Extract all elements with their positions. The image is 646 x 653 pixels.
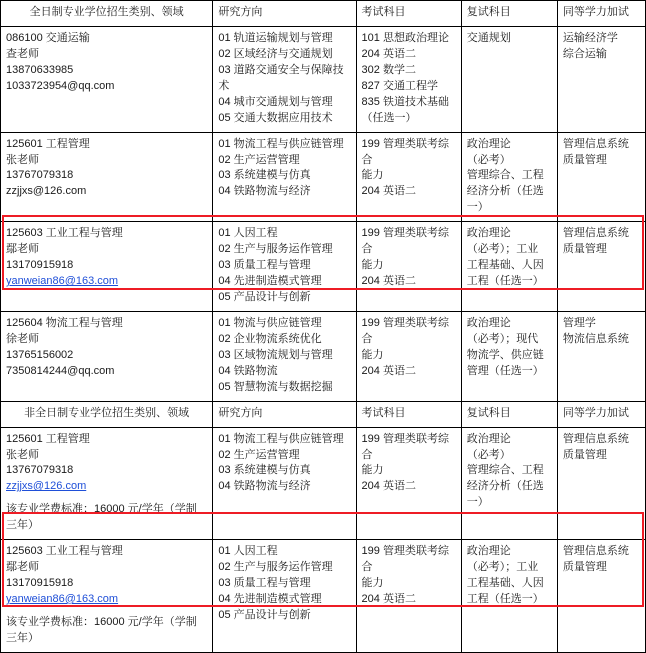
retest-item: （必考）；工业: [466, 243, 539, 256]
direction-item: 04 先进制造模式管理: [218, 593, 322, 605]
cell-extra: [557, 222, 645, 312]
extra-item: 质量管理: [562, 561, 607, 574]
contact-name: 鄢老师: [6, 561, 39, 574]
contact-phone: 13170915918: [6, 259, 74, 272]
contact-name: 张老师: [6, 448, 39, 461]
program-code: 086100 交通运输: [6, 31, 90, 44]
header-cell-category: 全日制专业学位招生类别、领域: [1, 1, 213, 27]
header-cell-extra: 同等学力加试: [557, 1, 645, 27]
cell-retest: [461, 132, 557, 222]
retest-item: 经济分析（任选: [466, 185, 544, 198]
program-code: 125603 工业工程与管理: [6, 227, 123, 240]
direction-item: 04 城市交通规划与管理: [218, 95, 333, 108]
contact-email[interactable]: 7350814244@qq.com: [6, 364, 115, 377]
exam-item: 204 英语二: [361, 593, 416, 605]
exam-item: 能力: [361, 259, 384, 272]
cell-category: [1, 222, 213, 312]
direction-item: 05 产品设计与创新: [218, 291, 311, 303]
extra-item: 管理信息系统: [562, 137, 629, 150]
cell-category: [1, 132, 213, 222]
direction-item: 01 人因工程: [218, 227, 278, 240]
header-cell-retest: 复试科目: [461, 1, 557, 27]
direction-item: 03 系统建模与仿真: [218, 169, 311, 182]
contact-email[interactable]: yanweian86@163.com: [6, 275, 119, 288]
header-cell-exam: 考试科目: [356, 1, 461, 27]
retest-item: 政治理论: [466, 227, 511, 240]
cell-category: [1, 26, 213, 132]
direction-item: 02 生产与服务运作管理: [218, 243, 333, 256]
extra-item: 管理信息系统: [562, 432, 629, 445]
retest-item: 交通规划: [466, 31, 511, 44]
header-cell-extra: 同等学力加试: [557, 401, 645, 427]
cell-exam: [356, 132, 461, 222]
extra-item: 质量管理: [562, 153, 607, 166]
retest-item: 管理（任选一）: [466, 364, 544, 377]
extra-item: 管理信息系统: [562, 227, 629, 240]
exam-item: 204 英语二: [361, 47, 416, 60]
cell-exam: [356, 222, 461, 312]
exam-item: 199 管理类联考综合: [361, 227, 449, 256]
cell-extra: [557, 427, 645, 540]
exam-item: 302 数学二: [361, 63, 416, 76]
contact-name: 徐老师: [6, 332, 39, 345]
table-row: [1, 132, 646, 222]
contact-email[interactable]: 1033723954@qq.com: [6, 79, 115, 92]
contact-email[interactable]: zzjjxs@126.com: [6, 185, 87, 198]
cell-category: [1, 311, 213, 401]
contact-phone: 13170915918: [6, 577, 74, 590]
exam-item: 204 英语二: [361, 480, 416, 493]
exam-item: 能力: [361, 464, 384, 477]
retest-item: 政治理论: [466, 316, 511, 329]
contact-email[interactable]: zzjjxs@126.com: [6, 480, 87, 493]
header-cell-retest: 复试科目: [461, 401, 557, 427]
cell-directions: [213, 222, 356, 312]
contact-phone: 13767079318: [6, 169, 74, 182]
direction-item: 01 人因工程: [218, 545, 278, 558]
table-row: [1, 26, 646, 132]
cell-retest: [461, 540, 557, 653]
retest-item: 工程（任选一）: [466, 275, 544, 288]
exam-item: 204 英语二: [361, 364, 416, 377]
retest-item: 物流学、供应链: [466, 348, 544, 361]
cell-directions: [213, 26, 356, 132]
cell-exam: [356, 540, 461, 653]
cell-exam: [356, 311, 461, 401]
contact-phone: 13870633985: [6, 63, 74, 76]
cell-directions: [213, 132, 356, 222]
program-code: 125601 工程管理: [6, 432, 90, 445]
tuition-note: 该专业学费标准：16000 元/学年（学制三年）: [6, 615, 197, 644]
program-code: 125604 物流工程与管理: [6, 316, 123, 329]
contact-name: 张老师: [6, 153, 39, 166]
program-code: 125601 工程管理: [6, 137, 90, 150]
direction-item: 01 物流工程与供应链管理: [218, 432, 344, 445]
table-header-parttime: [1, 401, 646, 427]
cell-retest: [461, 427, 557, 540]
retest-item: 政治理论: [466, 432, 511, 445]
direction-item: 05 交通大数据应用技术: [218, 111, 333, 124]
exam-item: 204 英语二: [361, 185, 416, 198]
tuition-note: 该专业学费标准：16000 元/学年（学制三年）: [6, 503, 197, 532]
exam-item: 能力: [361, 577, 384, 590]
cell-retest: [461, 222, 557, 312]
direction-item: 03 质量工程与管理: [218, 577, 311, 590]
header-cell-direction: 研究方向: [213, 1, 356, 27]
direction-item: 02 生产运营管理: [218, 153, 300, 166]
direction-item: 03 道路交通安全与保障技术: [218, 63, 344, 92]
exam-item: 199 管理类联考综合: [361, 316, 449, 345]
retest-item: （必考）: [466, 448, 511, 461]
direction-item: 04 先进制造模式管理: [218, 275, 322, 288]
exam-item: 827 交通工程学: [361, 79, 438, 92]
cell-directions: [213, 427, 356, 540]
contact-phone: 13767079318: [6, 464, 74, 477]
exam-item: 能力: [361, 169, 384, 182]
header-cell-category: 非全日制专业学位招生类别、领域: [1, 401, 213, 427]
cell-category: [1, 427, 213, 540]
direction-item: 01 轨道运输规划与管理: [218, 31, 333, 44]
exam-item: 204 英语二: [361, 275, 416, 288]
table-row-highlighted: [1, 222, 646, 312]
exam-item: 101 思想政治理论: [361, 31, 449, 44]
cell-extra: [557, 132, 645, 222]
exam-item: （任选一）: [361, 111, 417, 124]
cell-category: [1, 540, 213, 653]
retest-item: 一）: [466, 201, 489, 214]
header-cell-exam: 考试科目: [356, 401, 461, 427]
direction-item: 04 铁路物流与经济: [218, 185, 311, 198]
exam-item: 835 铁道技术基础: [361, 95, 449, 108]
direction-item: 03 质量工程与管理: [218, 259, 311, 272]
table-row-highlighted: [1, 540, 646, 653]
direction-item: 03 系统建模与仿真: [218, 464, 311, 477]
table-header-fulltime: [1, 1, 646, 27]
extra-item: 物流信息系统: [562, 332, 629, 345]
retest-item: 工程基础、人因: [466, 259, 544, 272]
direction-item: 03 区域物流规划与管理: [218, 348, 333, 361]
exam-item: 199 管理类联考综合: [361, 432, 449, 461]
contact-name: 查老师: [6, 47, 39, 60]
contact-email[interactable]: yanweian86@163.com: [6, 593, 119, 605]
cell-retest: [461, 26, 557, 132]
retest-item: 管理综合、工程: [466, 169, 544, 182]
direction-item: 02 生产运营管理: [218, 448, 300, 461]
extra-item: 管理学: [562, 316, 596, 329]
program-code: 125603 工业工程与管理: [6, 545, 123, 558]
extra-item: 运输经济学: [562, 31, 618, 44]
cell-extra: [557, 540, 645, 653]
cell-directions: [213, 540, 356, 653]
retest-item: 政治理论: [466, 545, 511, 558]
extra-item: 质量管理: [562, 243, 607, 256]
cell-exam: [356, 26, 461, 132]
exam-item: 能力: [361, 348, 384, 361]
extra-item: 综合运输: [562, 47, 607, 60]
retest-item: （必考）；工业: [466, 561, 539, 574]
retest-item: （必考）: [466, 153, 511, 166]
extra-item: 质量管理: [562, 448, 607, 461]
exam-item: 199 管理类联考综合: [361, 137, 449, 166]
contact-name: 鄢老师: [6, 243, 39, 256]
table-row: [1, 311, 646, 401]
retest-item: 一）: [466, 496, 489, 509]
direction-item: 02 区域经济与交通规划: [218, 47, 333, 60]
direction-item: 01 物流工程与供应链管理: [218, 137, 344, 150]
direction-item: 01 物流与供应链管理: [218, 316, 322, 329]
exam-item: 199 管理类联考综合: [361, 545, 449, 574]
cell-directions: [213, 311, 356, 401]
direction-item: 04 铁路物流: [218, 364, 278, 377]
cell-extra: [557, 26, 645, 132]
direction-item: 05 智慧物流与数据挖掘: [218, 380, 333, 393]
table-row: [1, 427, 646, 540]
header-cell-direction: 研究方向: [213, 401, 356, 427]
cell-retest: [461, 311, 557, 401]
direction-item: 02 企业物流系统优化: [218, 332, 322, 345]
retest-item: 经济分析（任选: [466, 480, 544, 493]
retest-item: 工程基础、人因: [466, 577, 544, 590]
retest-item: 政治理论: [466, 137, 511, 150]
cell-exam: [356, 427, 461, 540]
retest-item: （必考）；现代: [466, 332, 539, 345]
direction-item: 04 铁路物流与经济: [218, 480, 311, 493]
contact-phone: 13765156002: [6, 348, 74, 361]
direction-item: 02 生产与服务运作管理: [218, 561, 333, 574]
retest-item: 管理综合、工程: [466, 464, 544, 477]
direction-item: 05 产品设计与创新: [218, 608, 311, 621]
extra-item: 管理信息系统: [562, 545, 629, 558]
retest-item: 工程（任选一）: [466, 593, 544, 605]
cell-extra: [557, 311, 645, 401]
